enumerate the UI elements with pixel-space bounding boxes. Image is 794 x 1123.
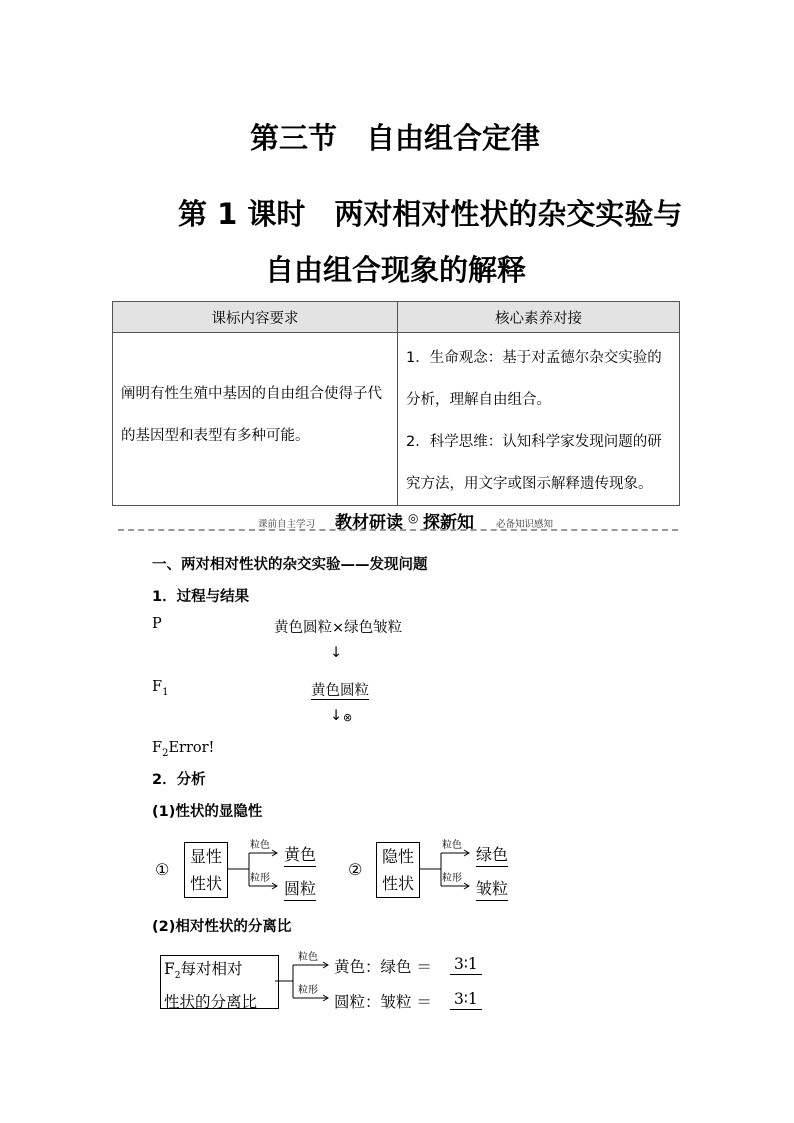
recessive-box-line2: 性状: [381, 874, 414, 893]
heading-ratio: (2)相对性状的分离比: [152, 919, 292, 935]
ratio-shape-text: 圆粒：皱粒 ＝: [334, 993, 432, 1011]
ratio-color-value: 3∶1: [450, 955, 482, 975]
lesson-title-line2: 自由组合现象的解释: [265, 253, 527, 287]
f1-generation-label: [152, 679, 168, 698]
f2-subscript: 2: [162, 747, 169, 759]
dominant-box-line1: 显性: [189, 847, 222, 866]
ratio-shape-value: 3∶1: [450, 990, 482, 1010]
competency-item-2: 2．科学思维：认知科学家发现问题的研究方法，用文字或图示解释遗传现象。: [406, 434, 662, 492]
dominant-shape-result: 圆粒: [284, 876, 316, 901]
self-cross-icon: ⊗: [343, 711, 353, 724]
standards-table: [112, 301, 680, 506]
banner-right-label: 必备知识感知: [496, 519, 554, 530]
dominant-trait-box: [184, 842, 228, 898]
ratio-branch-label-color: 粒色: [298, 952, 318, 963]
ratio-box-line1-text: 每对相对: [180, 960, 243, 978]
f2-letter: F: [152, 740, 163, 756]
recessive-color-result: 绿色: [476, 842, 508, 867]
ratio-box: [160, 955, 279, 1012]
ratio-color-text: 黄色：绿色 ＝: [334, 958, 432, 976]
heading-dominance: (1)性状的显隐性: [152, 804, 263, 820]
branch-label-color-2: 粒色: [442, 840, 462, 851]
f1-subscript: 1: [162, 686, 169, 698]
f2-result: Error!: [168, 740, 215, 756]
banner-title-a: 教材研读: [335, 513, 403, 533]
heading-analysis: 2．分析: [152, 772, 206, 788]
ratio-box-f: F: [164, 960, 175, 978]
branch-label-shape-2: 粒形: [442, 873, 462, 884]
ratio-branch-label-shape: 粒形: [298, 985, 318, 996]
table-header-competencies: 核心素养对接: [398, 302, 680, 333]
recessive-trait-box: [376, 842, 420, 898]
section-banner: [118, 508, 678, 533]
item-number-2: ②: [348, 860, 363, 879]
standards-requirement-text: 阐明有性生殖中基因的自由组合使得子代的基因型和表型有多种可能。: [121, 386, 382, 444]
f1-phenotype: 黄色圆粒: [311, 683, 369, 699]
dominant-box-line2: 性状: [189, 874, 222, 893]
down-arrow-icon-2: ↓: [330, 708, 343, 724]
heading-experiment: 一、两对相对性状的杂交实验——发现问题: [152, 557, 428, 573]
item-number-1: ①: [155, 860, 170, 879]
table-header-standards: 课标内容要求: [113, 302, 398, 333]
ratio-box-line1: [164, 956, 278, 989]
banner-separator-icon: ◎: [408, 511, 419, 525]
f2-generation-line: [152, 740, 214, 759]
lesson-title-line1: 第 1 课时 两对相对性状的杂交实验与: [178, 197, 683, 231]
ratio-box-sub: 2: [174, 971, 181, 982]
down-arrow-icon: ↓: [330, 645, 343, 661]
branch-label-shape-1: 粒形: [250, 873, 270, 884]
recessive-box-line1: 隐性: [381, 847, 414, 866]
ratio-box-line2: 性状的分离比: [164, 993, 258, 1012]
banner-title-b: 探新知: [423, 513, 474, 533]
banner-divider: [118, 529, 678, 531]
p-generation-label: P: [152, 616, 162, 632]
section-title: 第三节 自由组合定律: [250, 121, 541, 155]
p-generation-cross: 黄色圆粒×绿色皱粒: [274, 620, 403, 636]
competencies-cell: [398, 333, 679, 505]
dominant-color-result: 黄色: [284, 842, 316, 867]
heading-process: 1．过程与结果: [152, 589, 250, 605]
f1-letter: F: [152, 679, 163, 695]
competency-item-1: 1．生命观念：基于对孟德尔杂交实验的分析，理解自由组合。: [406, 350, 662, 408]
recessive-shape-result: 皱粒: [476, 876, 508, 901]
banner-left-label: 课前自主学习: [258, 519, 316, 530]
branch-label-color-1: 粒色: [250, 840, 270, 851]
